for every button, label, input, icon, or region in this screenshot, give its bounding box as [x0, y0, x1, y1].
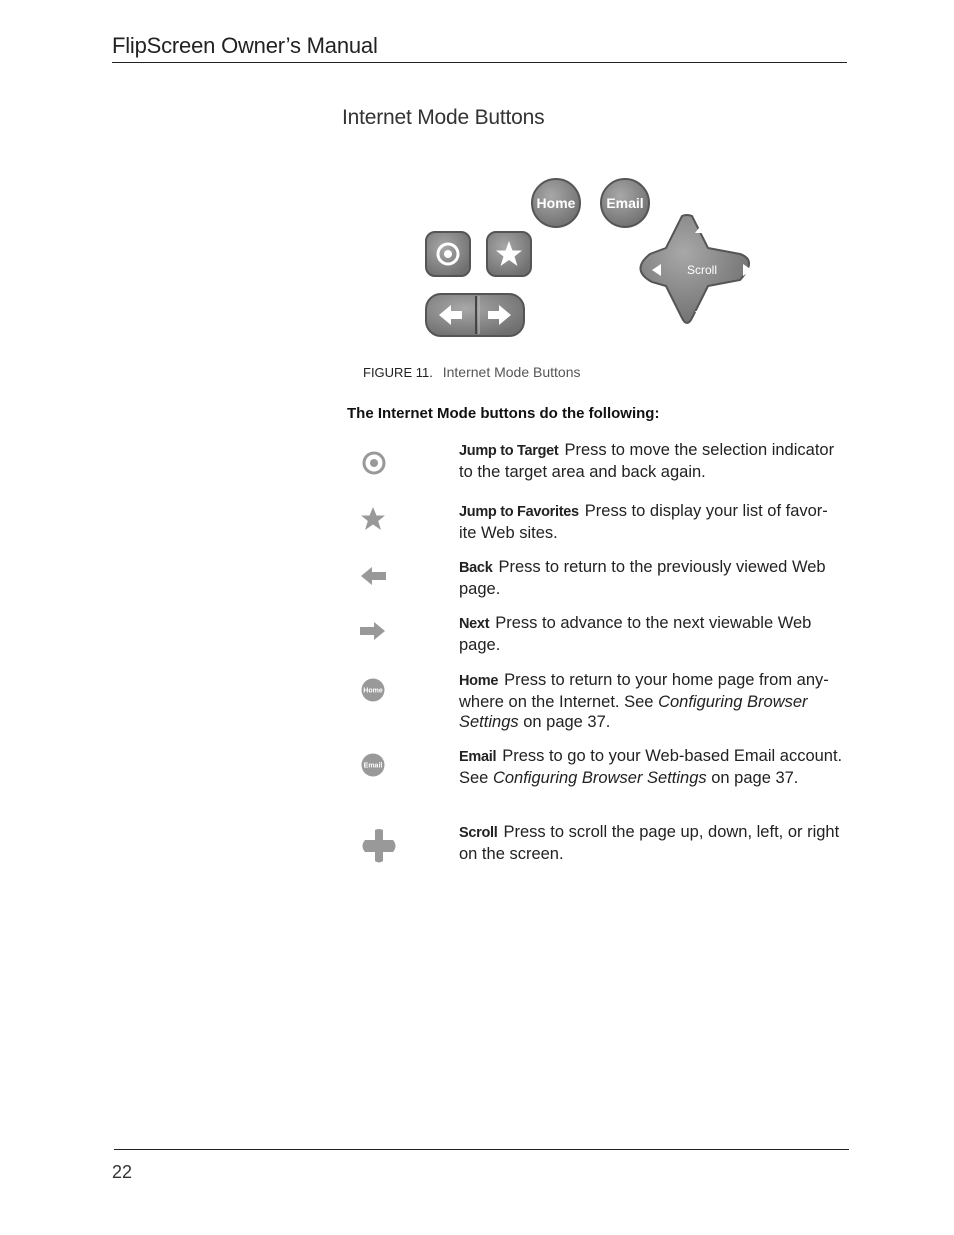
running-header: FlipScreen Owner’s Manual — [112, 33, 378, 58]
figure-caption — [363, 364, 581, 380]
item-jump-to-favorites — [459, 501, 844, 543]
item-desc: Press to advance to the next viewable Web page. — [459, 614, 812, 654]
arrow-left-icon — [360, 566, 388, 586]
home-button-label: Home — [536, 195, 576, 211]
item-desc: Press to display your list of favor-ite Web sites. — [459, 502, 828, 542]
home-button-figure — [532, 179, 580, 227]
item-home — [459, 670, 844, 733]
email-button-label: Email — [606, 195, 644, 211]
star-icon — [360, 506, 386, 532]
item-desc: Press to go to your Web-based Email account. See — [459, 747, 843, 787]
item-desc: Press to return to your home page from any-where on the Internet. See — [459, 671, 829, 711]
email-icon-label: Email — [363, 762, 383, 770]
item-term: Email — [459, 749, 497, 765]
item-term: Jump to Target — [459, 443, 559, 459]
figure-caption-text: Internet Mode Buttons — [442, 364, 581, 380]
item-term: Scroll — [459, 825, 498, 841]
intro-heading: The Internet Mode buttons do the following: — [347, 405, 660, 422]
item-next — [459, 613, 844, 655]
item-term: Home — [459, 673, 499, 689]
footer-rule — [114, 1149, 849, 1150]
cross-reference: Configuring Browser Settings — [459, 692, 808, 731]
target-button-figure — [426, 232, 470, 276]
email-button-figure — [601, 179, 649, 227]
scroll-pad-label: Scroll — [686, 263, 718, 277]
scroll-pad-figure — [640, 215, 752, 323]
item-desc-end: on page 37. — [706, 768, 799, 787]
cross-reference: Configuring Browser Settings — [492, 768, 707, 787]
item-desc-end: on page 37. — [518, 713, 611, 731]
figure-number: FIGURE 11. — [363, 365, 433, 380]
item-jump-to-target — [459, 440, 844, 482]
arrow-right-icon — [358, 621, 386, 641]
header-rule — [112, 62, 847, 63]
item-scroll — [459, 822, 844, 864]
email-icon — [361, 753, 385, 777]
section-title: Internet Mode Buttons — [342, 106, 545, 129]
item-term: Next — [459, 616, 490, 632]
internet-mode-buttons-figure — [420, 170, 770, 345]
home-icon-label: Home — [363, 687, 383, 695]
scroll-cross-icon — [360, 828, 398, 864]
back-next-rocker-figure — [426, 294, 524, 336]
favorites-button-figure — [487, 232, 531, 276]
item-desc: Press to move the selection indicator to the target area and back again. — [459, 441, 835, 481]
item-email — [459, 746, 844, 788]
item-desc: Press to scroll the page up, down, left, or right on the screen. — [459, 823, 840, 863]
item-term: Back — [459, 560, 493, 576]
item-back — [459, 557, 844, 599]
target-icon — [362, 451, 386, 475]
item-term: Jump to Favorites — [459, 504, 579, 520]
item-desc: Press to return to the previously viewed Web page. — [459, 558, 826, 598]
home-icon — [361, 678, 385, 702]
page-number: 22 — [112, 1162, 133, 1182]
